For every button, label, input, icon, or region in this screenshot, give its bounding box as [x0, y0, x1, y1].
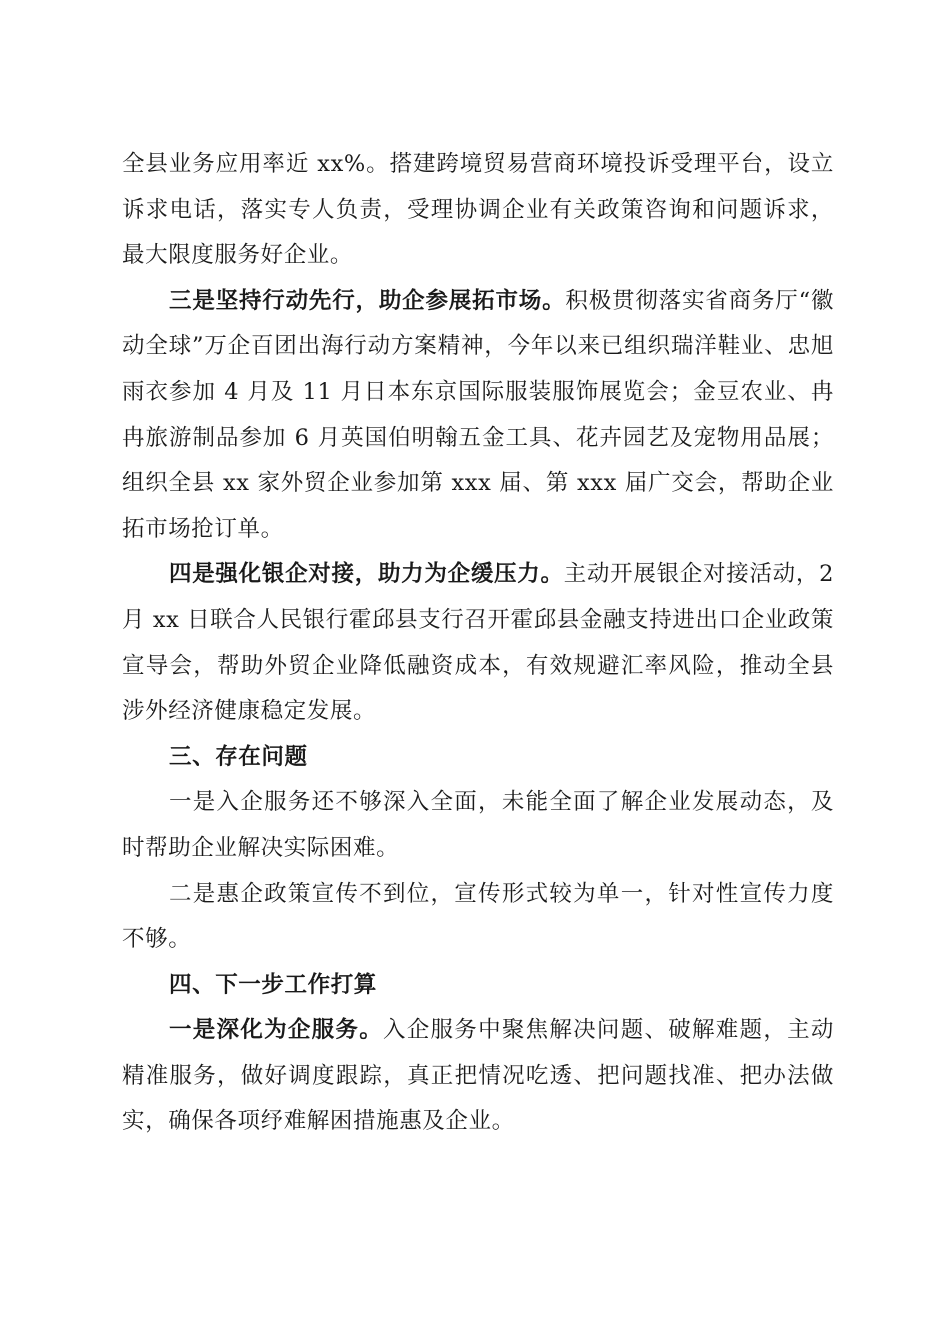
paragraph-bank-enterprise [122, 552, 834, 734]
paragraph-text: 主动开展银企对接活动，2 月 xx 日联合人民银行霍邱县支行召开霍邱县金融支持进出口企业政策宣导会，帮助外贸企业降低融资成本，有效规避汇率风险，推动全县涉外经济健康稳定发展。 [122, 561, 835, 725]
problem-item: 一是入企服务还不够深入全面，未能全面了解企业发展动态，及时帮助企业解决实际困难。 [122, 789, 834, 861]
paragraph-text: 全县业务应用率近 xx%。搭建跨境贸易营商环境投诉受理平台，设立诉求电话，落实专人负责，受理协调企业有关政策咨询和问题诉求，最大限度服务好企业。 [122, 151, 834, 269]
paragraph-lead: 四是强化银企对接，助力为企缓压力。 [169, 561, 564, 588]
document-page [122, 142, 834, 1145]
section-heading-next-steps: 四、下一步工作打算 [169, 971, 377, 998]
paragraph-expand-market [122, 279, 834, 553]
paragraph-continuation [122, 142, 834, 279]
problem-item: 二是惠企政策宣传不到位，宣传形式较为单一，针对性宣传力度不够。 [122, 880, 834, 953]
next-step-item [122, 1008, 834, 1145]
paragraph-lead: 一是深化为企服务。 [169, 1017, 383, 1044]
paragraph-lead: 三是坚持行动先行，助企参展拓市场。 [169, 287, 566, 314]
paragraph-text: 积极贯彻落实省商务厅“徽动全球”万企百团出海行动方案精神，今年以来已组织瑞洋鞋业、忠旭雨衣参加 4 月及 11 月日本东京国际服装服饰展览会；金豆农业、冉冉旅游制品参加 6 月英国伯明翰五金工具、花卉园艺及宠物用品展；组织全县 xx 家外贸企业参加第 xxx 届、第 xxx 届广交会，帮助企业拓市场抢订单。 [122, 287, 835, 542]
section-heading-problems: 三、存在问题 [169, 743, 308, 770]
paragraph-text: 入企服务中聚焦解决问题、破解难题，主动精准服务，做好调度跟踪，真正把情况吃透、把问题找准、把办法做实，确保各项纾难解困措施惠及企业。 [122, 1017, 834, 1135]
